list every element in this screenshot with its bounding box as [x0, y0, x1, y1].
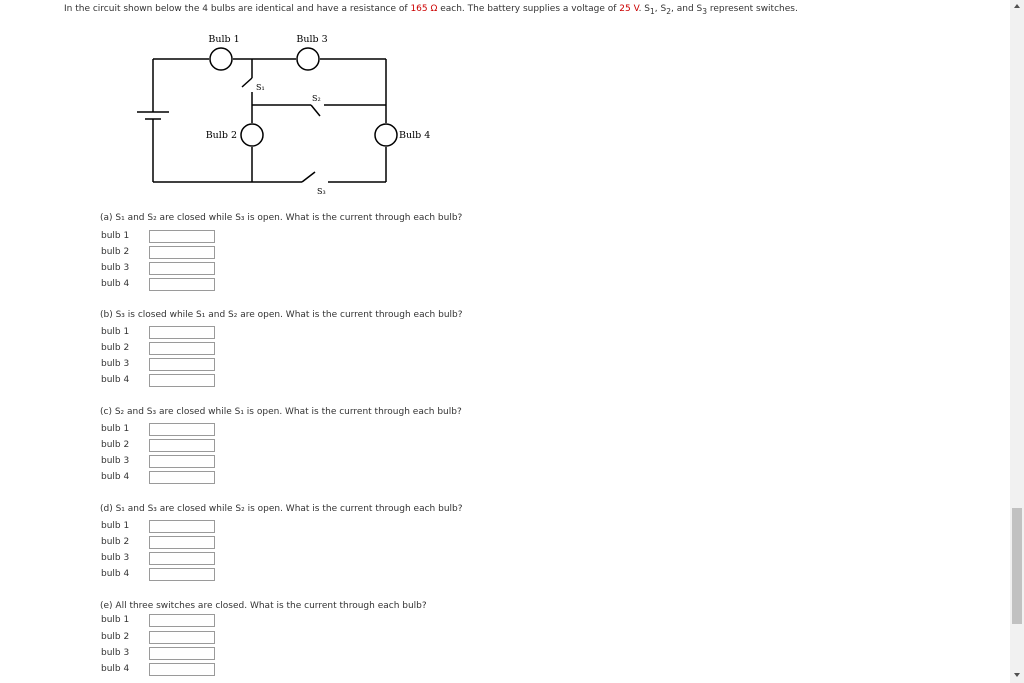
- bulb-label: bulb 2: [101, 247, 130, 257]
- scroll-down-button[interactable]: [1010, 669, 1024, 681]
- answer-input-b-bulb2[interactable]: [149, 342, 215, 355]
- answer-input-d-bulb2[interactable]: [149, 536, 215, 549]
- scroll-up-button[interactable]: [1010, 0, 1024, 12]
- bulb-label: bulb 4: [101, 375, 130, 385]
- scroll-thumb[interactable]: [1012, 508, 1022, 624]
- answer-input-c-bulb3[interactable]: [149, 455, 215, 468]
- bulb-label: bulb 1: [101, 231, 130, 241]
- question-d: (d) S₁ and S₃ are closed while S₂ is open. What is the current through each bulb?: [100, 504, 463, 514]
- bulb-label: bulb 3: [101, 648, 130, 658]
- s3-subscript: 3: [702, 6, 708, 16]
- bulb4-circle-icon: [375, 124, 397, 146]
- intro-text-2: each. The battery supplies a voltage of: [437, 4, 620, 14]
- bulb-label: bulb 3: [101, 456, 130, 466]
- answer-input-a-bulb3[interactable]: [149, 262, 215, 275]
- question-e: (e) All three switches are closed. What is the current through each bulb?: [100, 601, 427, 611]
- question-b: (b) S₃ is closed while S₁ and S₂ are open. What is the current through each bulb?: [100, 310, 463, 320]
- bulb-label: bulb 1: [101, 327, 130, 337]
- bulb-label: bulb 3: [101, 359, 130, 369]
- bulb1-label: Bulb 1: [208, 34, 240, 45]
- bulb-label: bulb 1: [101, 424, 130, 434]
- bulb-label: bulb 2: [101, 632, 130, 642]
- answer-input-d-bulb1[interactable]: [149, 520, 215, 533]
- intro-text-5: , and S: [671, 4, 703, 14]
- intro-text-1: In the circuit shown below the 4 bulbs are identical and have a resistance of: [64, 4, 411, 14]
- triangle-down-icon: [1014, 673, 1020, 677]
- bulb-label: bulb 2: [101, 440, 130, 450]
- bulb-label: bulb 3: [101, 553, 130, 563]
- answer-input-c-bulb1[interactable]: [149, 423, 215, 436]
- intro-text-3: . S: [638, 4, 651, 14]
- bulb1-circle-icon: [210, 48, 232, 70]
- answer-input-b-bulb3[interactable]: [149, 358, 215, 371]
- answer-input-a-bulb4[interactable]: [149, 278, 215, 291]
- bulb2-label: Bulb 2: [205, 130, 237, 141]
- bulb-label: bulb 4: [101, 569, 130, 579]
- bulb-label: bulb 2: [101, 343, 130, 353]
- answer-input-a-bulb1[interactable]: [149, 230, 215, 243]
- answer-input-a-bulb2[interactable]: [149, 246, 215, 259]
- answer-input-e-bulb2[interactable]: [149, 631, 215, 644]
- problem-statement: [64, 4, 798, 16]
- bulb-label: bulb 4: [101, 472, 130, 482]
- answer-input-b-bulb1[interactable]: [149, 326, 215, 339]
- bulb-label: bulb 3: [101, 263, 130, 273]
- answer-input-b-bulb4[interactable]: [149, 374, 215, 387]
- s1-label: S₁: [256, 83, 265, 92]
- answer-input-c-bulb4[interactable]: [149, 471, 215, 484]
- intro-text-4: , S: [654, 4, 667, 14]
- s3-label: S₃: [317, 187, 326, 196]
- bulb4-label: Bulb 4: [399, 130, 431, 141]
- intro-text-6: represent switches.: [707, 4, 798, 14]
- answer-input-e-bulb3[interactable]: [149, 647, 215, 660]
- s1-subscript: 1: [650, 6, 655, 16]
- question-c: (c) S₂ and S₃ are closed while S₁ is open. What is the current through each bulb?: [100, 407, 462, 417]
- bulb3-circle-icon: [297, 48, 319, 70]
- answer-input-e-bulb1[interactable]: [149, 614, 215, 627]
- voltage-value: 25 V: [619, 4, 639, 14]
- bulb-label: bulb 2: [101, 537, 130, 547]
- circuit-diagram: [136, 28, 446, 200]
- bulb-label: bulb 4: [101, 664, 130, 674]
- bulb-label: bulb 1: [101, 615, 130, 625]
- resistance-value: 165 Ω: [410, 4, 438, 14]
- s2-subscript: 2: [666, 6, 672, 16]
- answer-input-c-bulb2[interactable]: [149, 439, 215, 452]
- bulb3-label: Bulb 3: [296, 34, 328, 45]
- answer-input-d-bulb3[interactable]: [149, 552, 215, 565]
- question-a: (a) S₁ and S₂ are closed while S₃ is open. What is the current through each bulb?: [100, 213, 463, 223]
- answer-input-e-bulb4[interactable]: [149, 663, 215, 676]
- s2-label: S₂: [312, 94, 321, 103]
- bulb-label: bulb 4: [101, 279, 130, 289]
- triangle-up-icon: [1014, 4, 1020, 8]
- vertical-scrollbar[interactable]: [1010, 0, 1024, 683]
- answer-input-d-bulb4[interactable]: [149, 568, 215, 581]
- bulb-label: bulb 1: [101, 521, 130, 531]
- bulb2-circle-icon: [241, 124, 263, 146]
